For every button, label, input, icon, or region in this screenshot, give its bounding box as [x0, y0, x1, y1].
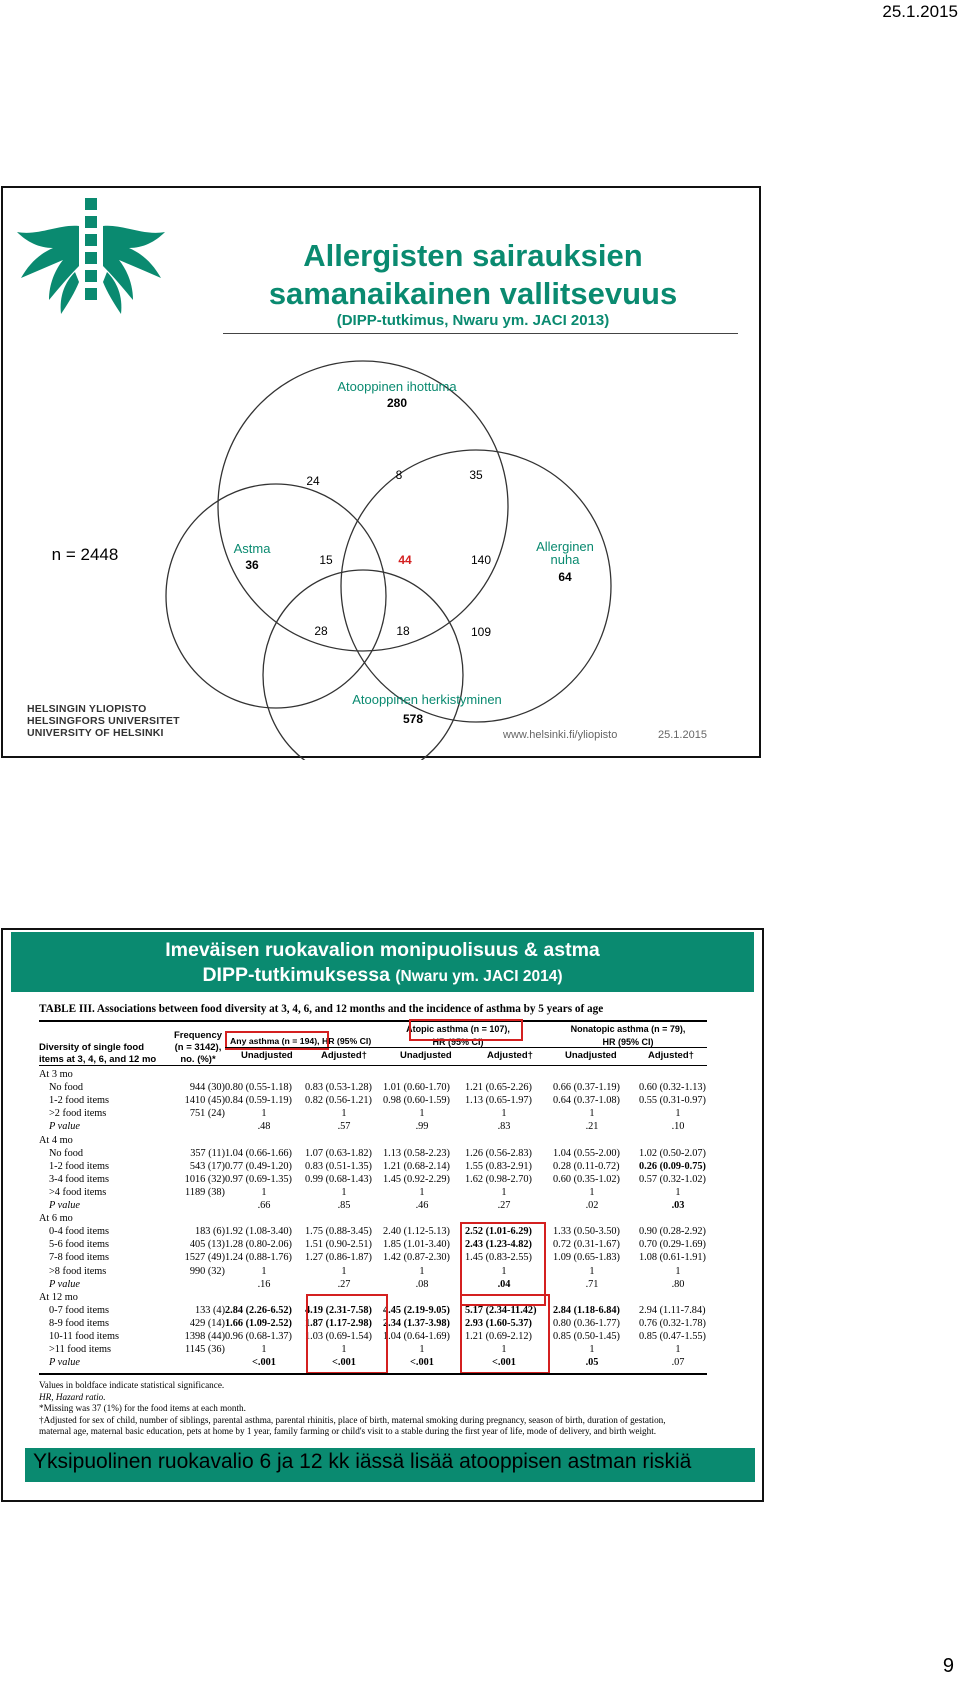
venn-circle-asthma: [166, 484, 386, 708]
table-section-label: At 6 mo: [39, 1213, 73, 1225]
slide1-title-line1: Allergisten sairauksien: [303, 238, 643, 273]
count-asthma: 36: [245, 558, 259, 572]
table-cell-value: 1.87 (1.17-2.98): [305, 1317, 372, 1329]
table-cell-frequency: 183 (6): [194, 1226, 225, 1238]
table-cell-value: 1.03 (0.69-1.54): [305, 1331, 372, 1342]
table-row-label: 0-7 food items: [49, 1304, 110, 1316]
footnote-line: Values in boldface indicate statistical significance.: [39, 1380, 225, 1390]
table-cell-value: 1.01 (0.60-1.70): [383, 1082, 450, 1094]
table-cell-value: 2.52 (1.01-6.29): [465, 1226, 532, 1238]
table-cell-value: 1.28 (0.80-2.06): [225, 1239, 292, 1251]
table-cell-value: 2.84 (1.18-6.84): [553, 1304, 620, 1316]
table-cell-value: 0.82 (0.56-1.21): [305, 1095, 372, 1107]
slide2-title-line2: [11, 964, 754, 987]
header-frequency-2: (n = 3142),: [174, 1042, 222, 1053]
table-cell-value: .10: [671, 1121, 685, 1133]
table-cell-value: 1: [675, 1265, 681, 1277]
table-cell-value: .99: [415, 1121, 429, 1133]
table-cell-value: 0.96 (0.68-1.37): [225, 1331, 292, 1342]
table-cell-value: 1: [341, 1108, 347, 1120]
table-cell-value: .03: [671, 1200, 685, 1211]
overlap-c: 35: [469, 468, 483, 482]
table-top-rule: [39, 1020, 707, 1022]
table-cell-value: 0.80 (0.55-1.18): [225, 1082, 292, 1094]
sub-unadjusted-atopic: Unadjusted: [400, 1050, 452, 1061]
slide2-title-ref: (Nwaru ym. JACI 2014): [395, 968, 563, 985]
label-rhinitis-1: Allerginen: [536, 539, 594, 554]
overlap-center: 44: [398, 553, 412, 567]
sub-unadjusted-nonatopic: Unadjusted: [565, 1050, 617, 1061]
table-row-label: 5-6 food items: [49, 1239, 110, 1251]
slide-venn: [1, 186, 761, 758]
label-sensitization: Atooppinen herkistyminen: [352, 692, 502, 707]
slide2-title-main: DIPP-tutkimuksessa: [202, 964, 390, 986]
table-cell-frequency: 405 (13): [189, 1239, 225, 1251]
table-cell-value: 2.84 (2.26-6.52): [225, 1304, 292, 1316]
table-cell-value: <.001: [492, 1357, 516, 1369]
table-cell-value: <.001: [410, 1357, 434, 1369]
table-cell-value: 1.24 (0.88-1.76): [225, 1252, 292, 1264]
table-cell-value: 0.99 (0.68-1.43): [305, 1173, 372, 1185]
table-cell-value: 1: [341, 1344, 347, 1356]
table-cell-value: 1.13 (0.65-1.97): [465, 1095, 532, 1107]
footnote-line: maternal age, maternal basic education, pets at home by 1 year, family farming or child's visit to a stable during the first year of life, mode of delivery, and birth weight.: [39, 1426, 657, 1437]
count-eczema: 280: [386, 396, 408, 410]
table-cell-value: 1: [501, 1108, 507, 1120]
slide1-subtitle: (DIPP-tutkimus, Nwaru ym. JACI 2013): [336, 312, 610, 329]
table-cell-value: .85: [337, 1200, 351, 1211]
table-cell-value: .05: [585, 1357, 599, 1369]
header-diversity-1: Diversity of single food: [39, 1042, 145, 1053]
table-row-label: 1-2 food items: [49, 1160, 110, 1172]
table-cell-value: 2.94 (1.11-7.84): [639, 1304, 706, 1316]
highlight-atopic-12mo: [460, 1294, 550, 1374]
label-asthma: Astma: [233, 541, 271, 556]
table-section-label: At 12 mo: [39, 1291, 78, 1303]
table-cell-value: 0.26 (0.09-0.75): [639, 1160, 706, 1172]
table-row-label: >8 food items: [49, 1265, 107, 1277]
table-cell-value: 5.17 (2.34-11.42): [465, 1304, 537, 1316]
table-cell-value: 1: [501, 1186, 507, 1198]
table-cell-value: 1.45 (0.92-2.29): [383, 1173, 450, 1185]
venn-circle-eczema: [218, 361, 508, 651]
table-cell-value: 1.04 (0.64-1.69): [383, 1331, 450, 1342]
table-cell-frequency: 751 (24): [189, 1108, 225, 1120]
label-eczema: Atooppinen ihottuma: [337, 379, 457, 394]
table-cell-value: 1.02 (0.50-2.07): [639, 1147, 706, 1159]
table-cell-value: 1.33 (0.50-3.50): [553, 1226, 620, 1238]
table-cell-value: 1.09 (0.65-1.83): [553, 1252, 620, 1264]
slide-food-diversity: [1, 928, 764, 1502]
table-cell-value: 1.04 (0.66-1.66): [225, 1147, 292, 1159]
footnote-line: †Adjusted for sex of child, number of siblings, parental asthma, parental rhinitis, place of birth, maternal smoking during pregnancy, season of birth, duration of gestation,: [39, 1414, 666, 1425]
table-cell-value: .16: [257, 1278, 271, 1290]
overlap-b: 8: [395, 468, 403, 482]
table-cell-value: 0.85 (0.47-1.55): [639, 1331, 706, 1342]
page-number: 9: [942, 1655, 954, 1677]
table-cell-frequency: 357 (11): [190, 1147, 225, 1159]
overlap-e: 140: [470, 553, 492, 567]
table-cell-value: 0.57 (0.32-1.02): [639, 1173, 706, 1185]
table-cell-value: 2.93 (1.60-5.37): [465, 1317, 532, 1329]
table-cell-value: 1: [261, 1108, 267, 1120]
table-cell-value: 0.28 (0.11-0.72): [553, 1160, 620, 1172]
table-cell-value: 1: [419, 1265, 425, 1277]
table-cell-value: 1.51 (0.90-2.51): [305, 1239, 372, 1251]
table-cell-value: 0.60 (0.32-1.13): [639, 1082, 706, 1094]
page-date: 25.1.2015: [882, 2, 958, 21]
table-cell-value: 1: [261, 1186, 267, 1198]
sub-adjusted-any: Adjusted†: [321, 1050, 367, 1061]
table-row-label: 0-4 food items: [49, 1226, 110, 1238]
table-cell-value: .57: [337, 1121, 351, 1133]
table-cell-value: 1.21 (0.65-2.26): [465, 1082, 532, 1094]
table-cell-value: <.001: [332, 1357, 356, 1369]
table-cell-value: 1: [419, 1186, 425, 1198]
table-cell-value: 1: [341, 1265, 347, 1277]
table-cell-value: 1.85 (1.01-3.40): [383, 1239, 450, 1251]
table-cell-value: 1.92 (1.08-3.40): [225, 1226, 292, 1238]
table-cell-frequency: 1189 (38): [185, 1186, 225, 1198]
table-cell-value: 0.55 (0.31-0.97): [639, 1095, 706, 1107]
table-cell-frequency: 944 (30): [189, 1082, 225, 1094]
table-cell-value: 0.98 (0.60-1.59): [383, 1095, 450, 1107]
highlight-any-12mo: [306, 1294, 388, 1374]
table-cell-value: 1: [261, 1344, 267, 1356]
table-section-label: At 3 mo: [39, 1069, 73, 1080]
table-cell-value: 0.64 (0.37-1.08): [553, 1095, 620, 1107]
table-cell-value: 0.83 (0.53-1.28): [305, 1082, 372, 1094]
table-cell-value: 0.84 (0.59-1.19): [225, 1095, 292, 1107]
table-cell-value: 0.90 (0.28-2.92): [639, 1226, 706, 1238]
header-frequency-3: no. (%)*: [180, 1054, 216, 1065]
overlap-a: 24: [306, 474, 320, 488]
table-cell-value: 1: [501, 1344, 507, 1356]
table-cell-value: 2.40 (1.12-5.13): [383, 1226, 450, 1238]
table-cell-value: 0.76 (0.32-1.78): [639, 1317, 706, 1329]
table-cell-value: 1.13 (0.58-2.23): [383, 1147, 450, 1159]
university-name-en: UNIVERSITY OF HELSINKI: [27, 727, 164, 739]
header-nonatopic-1: Nonatopic asthma (n = 79),: [570, 1024, 686, 1034]
table-row-label: No food: [49, 1147, 84, 1159]
header-any-asthma: Any asthma (n = 194), HR (95% CI): [230, 1036, 372, 1046]
slide2-conclusion: Yksipuolinen ruokavalio 6 ja 12 kk iässä lisää atooppisen astman riskiä: [33, 1450, 692, 1473]
table-caption: TABLE III. Associations between food diversity at 3, 4, 6, and 12 months and the incidence of asthma by 5 years of age: [39, 1003, 604, 1015]
slide1-title-line2: samanaikainen vallitsevuus: [268, 276, 678, 311]
table-cell-frequency: 1016 (32): [184, 1173, 225, 1185]
group-rule: [225, 1047, 707, 1048]
table-row-label: 10-11 food items: [49, 1331, 119, 1342]
table-cell-value: 1.42 (0.87-2.30): [383, 1252, 450, 1264]
table-cell-frequency: 990 (32): [189, 1265, 225, 1277]
table-cell-value: 1.21 (0.68-2.14): [383, 1160, 450, 1172]
table-cell-value: .66: [257, 1200, 271, 1211]
table-cell-value: <.001: [252, 1357, 276, 1369]
table-row-label: >2 food items: [49, 1108, 107, 1120]
table-row-label: >4 food items: [49, 1186, 107, 1198]
table-cell-value: 1: [675, 1344, 681, 1356]
table-bottom-rule: [39, 1373, 707, 1375]
table-cell-value: .04: [497, 1278, 511, 1290]
table-cell-value: 1: [675, 1186, 681, 1198]
header-diversity: [39, 1042, 156, 1066]
table-cell-value: .02: [585, 1200, 599, 1211]
table-cell-value: 1: [589, 1108, 595, 1120]
sub-adjusted-nonatopic: Adjusted†: [648, 1050, 694, 1061]
header-nonatopic-2: HR (95% CI): [602, 1037, 654, 1047]
table-cell-value: 4.19 (2.31-7.58): [305, 1304, 372, 1316]
table-cell-frequency: 429 (14): [189, 1317, 225, 1329]
table-cell-frequency: 1410 (45): [184, 1095, 225, 1107]
table-cell-value: 1.66 (1.09-2.52): [225, 1317, 292, 1329]
table-cell-value: 1: [589, 1265, 595, 1277]
table-cell-value: .71: [585, 1278, 599, 1290]
table-cell-value: 4.45 (2.19-9.05): [383, 1304, 450, 1316]
table-cell-value: 1.62 (0.98-2.70): [465, 1173, 532, 1185]
table-cell-value: 1.75 (0.88-3.45): [305, 1226, 372, 1238]
header-frequency-1: Frequency: [173, 1030, 223, 1041]
table-cell-value: .46: [415, 1200, 429, 1211]
table-cell-frequency: 1527 (49): [184, 1252, 225, 1264]
header-atopic-1: Atopic asthma (n = 107),: [406, 1024, 510, 1034]
table-row-label: 1-2 food items: [49, 1095, 110, 1107]
table-cell-value: 1: [419, 1108, 425, 1120]
table-cell-value: 1.26 (0.56-2.83): [465, 1147, 532, 1159]
table-cell-value: 1.55 (0.83-2.91): [465, 1160, 532, 1172]
table-cell-frequency: 133 (4): [194, 1304, 225, 1316]
table-cell-value: 0.83 (0.51-1.35): [305, 1160, 372, 1172]
slide2-title-line1: Imeväisen ruokavalion monipuolisuus & astma: [165, 939, 600, 961]
table-cell-value: .08: [415, 1278, 429, 1290]
table-row-label: 7-8 food items: [49, 1252, 110, 1264]
table-cell-value: 2.34 (1.37-3.98): [383, 1317, 450, 1329]
table-cell-value: 0.66 (0.37-1.19): [553, 1082, 620, 1094]
table-cell-value: 1.07 (0.63-1.82): [305, 1147, 372, 1159]
table-cell-value: 1.45 (0.83-2.55): [465, 1252, 532, 1264]
university-url: www.helsinki.fi/yliopisto: [503, 729, 618, 741]
label-rhinitis-2: nuha: [550, 552, 580, 567]
table-cell-value: 1: [341, 1186, 347, 1198]
table-row-label: P value: [49, 1200, 80, 1211]
overlap-f: 28: [314, 624, 328, 638]
slide1-date: 25.1.2015: [658, 729, 707, 741]
table-cell-value: 1.08 (0.61-1.91): [639, 1252, 706, 1264]
header-bottom-rule: [39, 1065, 707, 1066]
table-cell-value: .27: [497, 1200, 511, 1211]
table-cell-value: 1: [589, 1344, 595, 1356]
table-cell-value: 1: [261, 1265, 267, 1277]
table-row-label: 8-9 food items: [49, 1317, 110, 1329]
count-rhinitis: 64: [558, 570, 572, 584]
table-cell-value: 1: [675, 1108, 681, 1120]
table-cell-value: 0.80 (0.36-1.77): [553, 1317, 620, 1329]
overlap-h: 109: [470, 625, 492, 639]
table-cell-value: 1.21 (0.69-2.12): [465, 1331, 532, 1342]
highlight-atopic-asthma: [409, 1019, 523, 1041]
table-section-label: At 4 mo: [39, 1134, 73, 1146]
table-cell-value: .27: [337, 1278, 351, 1290]
table-cell-value: 0.70 (0.29-1.69): [639, 1239, 706, 1251]
table-row-label: P value: [49, 1278, 80, 1290]
table-cell-value: 0.97 (0.69-1.35): [225, 1173, 292, 1185]
table-cell-value: 0.85 (0.50-1.45): [553, 1331, 620, 1342]
header-atopic-2: HR (95% CI): [432, 1037, 484, 1047]
sub-adjusted-atopic: Adjusted†: [487, 1050, 533, 1061]
table-cell-value: 1: [501, 1265, 507, 1277]
university-name: [27, 703, 180, 739]
overlap-d: 15: [319, 553, 333, 567]
table-cell-value: 2.43 (1.23-4.82): [465, 1239, 532, 1251]
footnote-line: HR, Hazard ratio.: [39, 1391, 106, 1402]
table-cell-value: 1.04 (0.55-2.00): [553, 1147, 620, 1159]
table-cell-value: .80: [671, 1278, 685, 1290]
table-cell-value: .21: [585, 1121, 599, 1133]
table-cell-frequency: 543 (17): [189, 1160, 225, 1172]
table-cell-value: 0.72 (0.31-1.67): [553, 1239, 620, 1251]
overlap-g: 18: [396, 624, 410, 638]
table-cell-value: 1: [589, 1186, 595, 1198]
n-label: n = 2448: [51, 545, 119, 564]
table-cell-value: .07: [671, 1357, 685, 1369]
sub-unadjusted-any: Unadjusted: [241, 1050, 293, 1061]
table-cell-value: .83: [497, 1121, 511, 1133]
venn-circle-rhinitis: [341, 450, 611, 722]
header-diversity-2: items at 3, 4, 6, and 12 mo: [39, 1054, 157, 1065]
table-cell-value: 1: [419, 1344, 425, 1356]
table-row-label: 3-4 food items: [49, 1173, 110, 1185]
table-cell-value: 1.27 (0.86-1.87): [305, 1252, 372, 1264]
table-row-label: P value: [49, 1357, 80, 1369]
footnote-line: *Missing was 37 (1%) for the food items at each month.: [39, 1403, 246, 1414]
table-row-label: P value: [49, 1121, 80, 1133]
count-sensitization: 578: [402, 712, 424, 726]
table-row-label: No food: [49, 1082, 84, 1094]
table-cell-value: 0.60 (0.35-1.02): [553, 1173, 620, 1185]
table-cell-value: 0.77 (0.49-1.20): [225, 1160, 292, 1172]
table-cell-value: .48: [257, 1121, 271, 1133]
table-cell-frequency: 1398 (44): [184, 1331, 225, 1342]
venn-diagram: [3, 188, 763, 760]
header-frequency: [163, 1030, 233, 1066]
table-cell-frequency: 1145 (36): [185, 1344, 225, 1356]
table-row-label: >11 food items: [49, 1344, 112, 1356]
header-nonatopic-asthma: [553, 1023, 703, 1049]
university-name-sv: HELSINGFORS UNIVERSITET: [27, 715, 180, 727]
university-name-fi: HELSINGIN YLIOPISTO: [27, 703, 147, 715]
